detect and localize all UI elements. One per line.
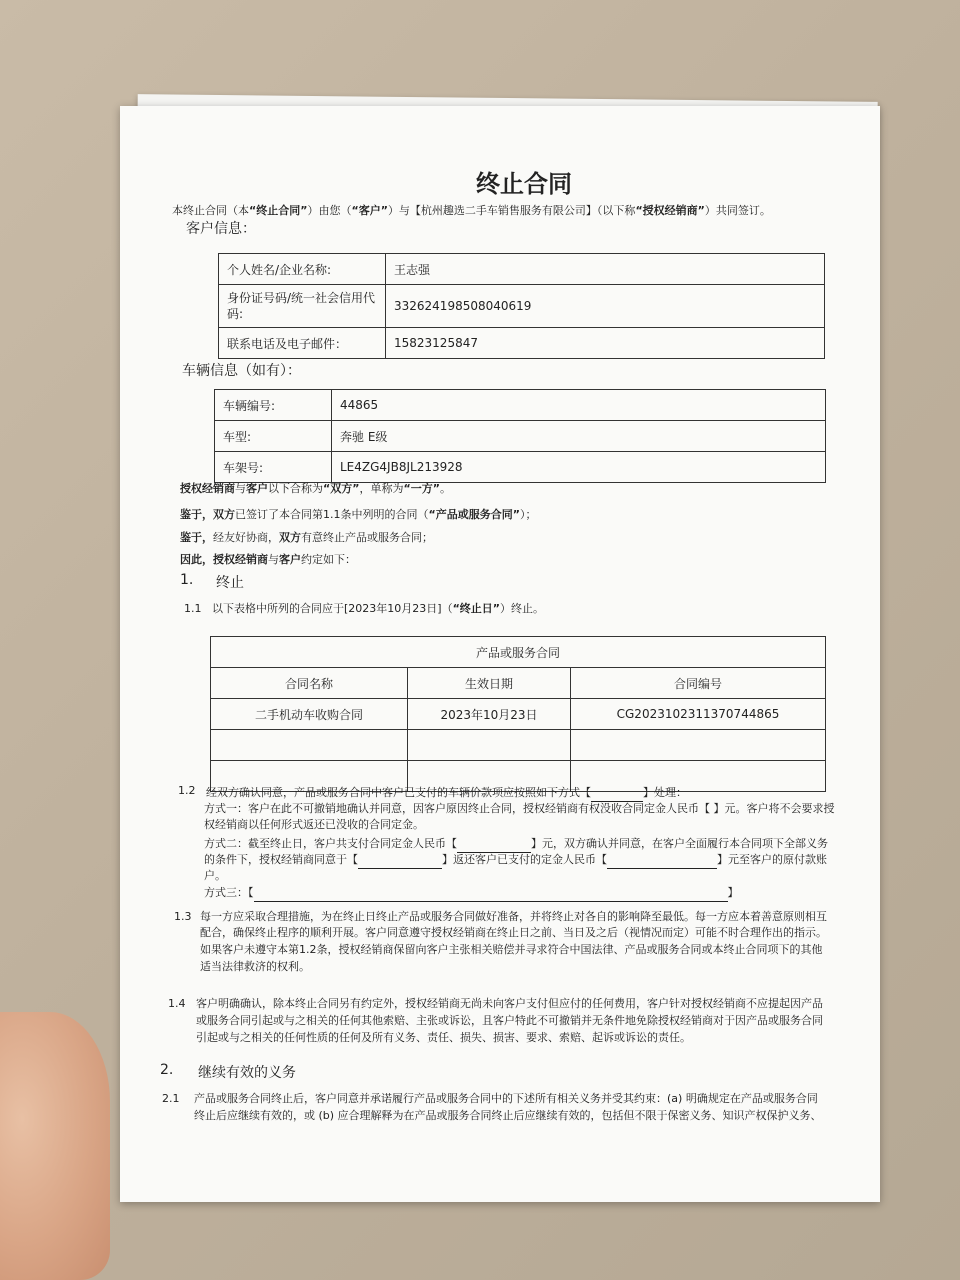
whereas-1: [180, 506, 536, 524]
intro-text: ）共同签订。: [704, 204, 771, 217]
clause-1-4-line: 或服务合同引起或与之相关的任何其他索赔、主张或诉讼，且客户特此不可撤销并无条件地免除授权经销商对于因产品或服务合同: [196, 1014, 823, 1027]
therefore-term: 客户: [279, 553, 301, 566]
hand-holding-paper: [0, 1012, 110, 1280]
table-cell: 二手机动车收购合同: [211, 699, 408, 730]
party-term: “双方”: [323, 482, 360, 495]
clause-text: 】元至客户的原付款账: [717, 853, 827, 866]
intro-term: “终止合同”: [249, 204, 308, 217]
clause-text: 】处理：: [643, 786, 687, 799]
table-cell: [571, 730, 826, 761]
clause-text: 经双方确认同意，产品或服务合同中客户已支付的车辆价款项应按照如下方式【: [206, 786, 591, 799]
blank-field: [607, 857, 717, 869]
clause-text: ）终止。: [500, 602, 545, 615]
table-cell: CG2023102311370744865: [571, 699, 826, 730]
whereas-text: 已签订了本合同第1.1条中列明的合同（: [235, 508, 429, 521]
method-3-line: [204, 884, 739, 902]
vehicle-value-number: 44865: [332, 390, 826, 421]
customer-info-table: [218, 253, 825, 359]
intro-term: “客户”: [351, 204, 388, 217]
vehicle-label-number: 车辆编号:: [215, 390, 332, 421]
whereas-text: 经友好协商，: [213, 531, 279, 544]
table-row: [211, 699, 826, 730]
party-term: “一方”: [403, 482, 440, 495]
whereas-term: 双方: [279, 531, 301, 544]
intro-text: 本终止合同（本: [172, 204, 249, 217]
table-cell: 2023年10月23日: [408, 699, 571, 730]
party-text: 与: [235, 482, 246, 495]
therefore-text: 与: [268, 553, 279, 566]
customer-value-id: 332624198508040619: [386, 285, 825, 328]
clause-1-3-line: 适当法律救济的权利。: [200, 960, 310, 973]
blank-field: [358, 857, 442, 869]
document-title: 终止合同: [476, 170, 572, 198]
clause-text: 的条件下，授权经销商同意于【: [204, 853, 358, 866]
clause-term: “终止日”: [452, 602, 501, 615]
parties-definition: [180, 480, 451, 498]
whereas-term: “产品或服务合同”: [428, 508, 520, 521]
vehicle-label-model: 车型:: [215, 421, 332, 452]
intro-term: “授权经销商”: [635, 204, 705, 217]
clause-1-1-text: [212, 600, 544, 618]
clause-1-4-number: 1.4: [168, 997, 186, 1010]
party-text: 。: [439, 482, 451, 495]
column-header: 合同名称: [211, 668, 408, 699]
party-term: 授权经销商: [180, 482, 235, 495]
vehicle-info-table: [214, 389, 826, 483]
therefore-term: 因此，: [180, 553, 213, 566]
clause-text: 方式二：截至终止日，客户共支付合同定金人民币【: [204, 837, 457, 850]
blank-field: [254, 890, 728, 902]
table-row-empty: [211, 730, 826, 761]
column-header: 合同编号: [571, 668, 826, 699]
clause-text: 以下表格中所列的合同应于[2023年10月23日]（: [212, 602, 453, 615]
vehicle-value-vin: LE4ZG4JB8JL213928: [332, 452, 826, 483]
intro-paragraph: [172, 202, 771, 220]
clause-2-1-line: 产品或服务合同终止后，客户同意并承诺履行产品或服务合同中的下述所有相关义务并受其约束：(a) 明确规定在产品或服务合同: [194, 1092, 818, 1105]
party-text: 以下合称为: [268, 482, 323, 495]
therefore-term: 授权经销商: [213, 553, 268, 566]
table-header-row: [211, 668, 826, 699]
clause-2-1-line: 终止后应继续有效的，或 (b) 应合理解释为在产品或服务合同终止后应继续有效的，包括但不限于保密义务、知识产权保护义务、: [194, 1109, 822, 1122]
table-cell: [211, 730, 408, 761]
section-1-title: 终止: [216, 575, 244, 591]
table-row: [215, 452, 826, 483]
table-row: [219, 328, 825, 359]
clause-1-3-line: 如果客户未遵守本第1.2条，授权经销商保留向客户主张相关赔偿并寻求符合中国法律、产品或服务合同或本终止合同项下的其他: [200, 943, 823, 956]
clause-1-2-number: 1.2: [178, 784, 196, 797]
table-cell: [408, 730, 571, 761]
customer-info-heading: 客户信息：: [186, 221, 256, 237]
customer-label-contact: 联系电话及电子邮件：: [219, 328, 386, 359]
clause-1-3-number: 1.3: [174, 910, 192, 923]
clause-1-3-line: 配合，确保终止程序的顺利开展。客户同意遵守授权经销商在终止日之前、当日及之后（视情况而定）可能不时合理作出的指示。: [200, 926, 827, 939]
whereas-term: 鉴于，: [180, 508, 213, 521]
clause-2-1-number: 2.1: [162, 1092, 180, 1105]
section-2-number: 2.: [160, 1062, 174, 1078]
whereas-term: 双方: [213, 508, 235, 521]
table-row: [215, 421, 826, 452]
contract-table: [210, 636, 826, 792]
clause-text: 】: [727, 886, 739, 899]
clause-text: 】元，双方确认并同意，在客户全面履行本合同项下全部义务: [531, 837, 828, 850]
contract-table-caption: 产品或服务合同: [211, 637, 826, 668]
whereas-2: [180, 529, 433, 547]
therefore-clause: [180, 551, 356, 569]
intro-text: ）由您（: [307, 204, 352, 217]
clause-text: 方式三：【: [204, 886, 254, 899]
column-header: 生效日期: [408, 668, 571, 699]
customer-label-name: 个人姓名/企业名称:: [219, 254, 386, 285]
clause-1-4-line: 引起或与之相关的任何性质的任何及所有义务、责任、损失、损害、要求、索赔、起诉或诉讼的责任。: [196, 1031, 691, 1044]
therefore-text: 约定如下：: [301, 553, 356, 566]
section-2-title: 继续有效的义务: [198, 1065, 296, 1081]
customer-label-id: 身份证号码/统一社会信用代码:: [219, 285, 386, 328]
table-row: [219, 254, 825, 285]
clause-1-1-number: 1.1: [184, 602, 202, 615]
section-1-number: 1.: [180, 572, 194, 588]
method-2-line: 户。: [204, 869, 226, 882]
method-2-line: [204, 851, 827, 869]
vehicle-info-heading: 车辆信息（如有）：: [182, 363, 301, 379]
clause-text: 】返还客户已支付的定金人民币【: [442, 853, 607, 866]
customer-value-name: 王志强: [386, 254, 825, 285]
customer-value-contact: 15823125847: [386, 328, 825, 359]
whereas-text: 有意终止产品或服务合同；: [301, 531, 433, 544]
whereas-term: 鉴于，: [180, 531, 213, 544]
intro-text: ）与【杭州趣选二手车销售服务有限公司】（以下称: [387, 204, 636, 217]
table-row: [215, 390, 826, 421]
party-text: ，单称为: [359, 482, 404, 495]
vehicle-value-model: 奔驰 E级: [332, 421, 826, 452]
party-term: 客户: [246, 482, 268, 495]
clause-1-3-line: 每一方应采取合理措施，为在终止日终止产品或服务合同做好准备，并将终止对各自的影响降至最低。每一方应本着善意原则相互: [200, 910, 827, 923]
vehicle-label-vin: 车架号:: [215, 452, 332, 483]
method-1-line: 方式一：客户在此不可撤销地确认并同意，因客户原因终止合同，授权经销商有权没收合同定金人民币【 】元。客户将不会要求授: [204, 802, 835, 815]
table-caption-row: [211, 637, 826, 668]
method-1-line: 权经销商以任何形式返还已没收的合同定金。: [204, 818, 424, 831]
table-row: [219, 285, 825, 328]
whereas-text: ）；: [519, 508, 537, 521]
clause-1-4-line: 客户明确确认，除本终止合同另有约定外，授权经销商无尚未向客户支付但应付的任何费用，客户针对授权经销商不应提起因产品: [196, 997, 823, 1010]
